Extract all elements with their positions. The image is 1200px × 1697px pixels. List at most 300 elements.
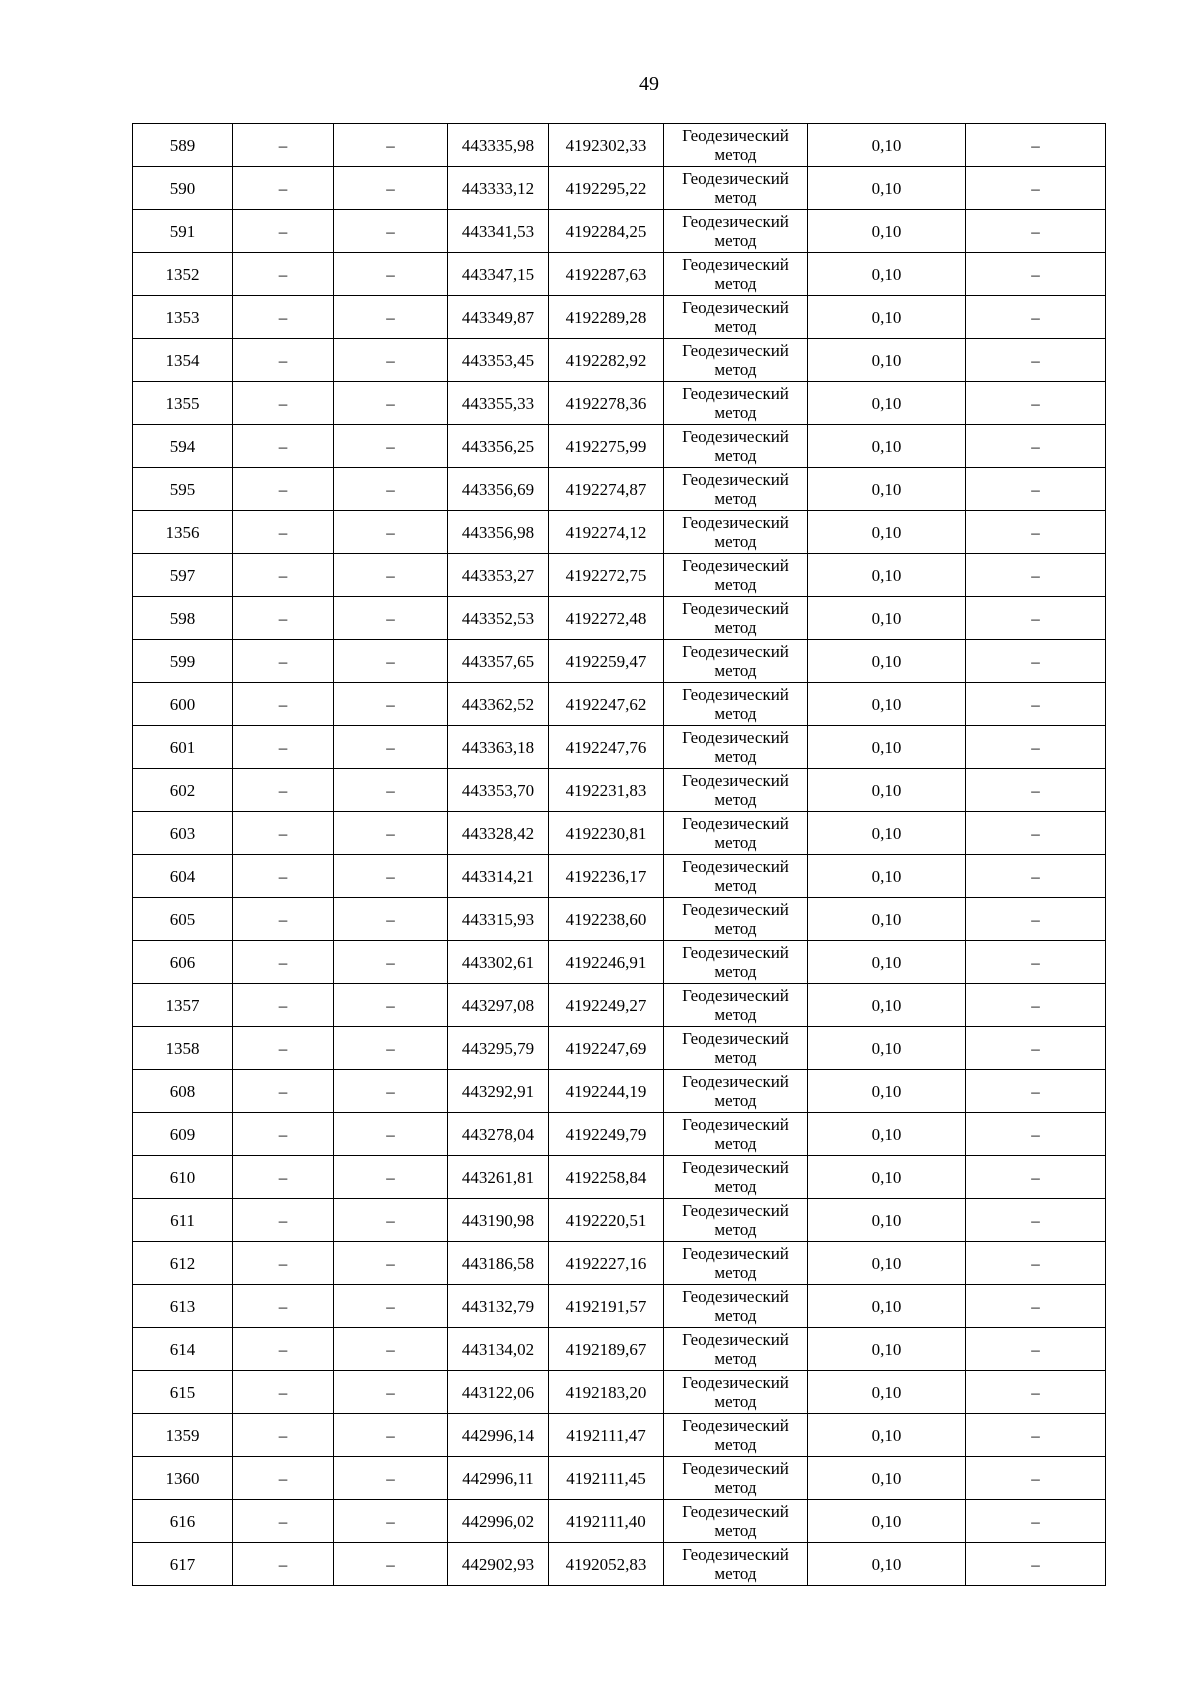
table-row	[133, 1457, 1106, 1500]
method-cell: Геодезический метод	[664, 253, 808, 296]
column-2-cell: –	[233, 1500, 334, 1543]
point-number-cell: 1360	[133, 1457, 233, 1500]
column-2-cell: –	[233, 425, 334, 468]
accuracy-cell: 0,10	[808, 1070, 966, 1113]
method-cell: Геодезический метод	[664, 1414, 808, 1457]
y-coordinate-cell: 4192220,51	[549, 1199, 664, 1242]
accuracy-cell: 0,10	[808, 1156, 966, 1199]
point-number-cell: 591	[133, 210, 233, 253]
point-number-cell: 610	[133, 1156, 233, 1199]
table-row	[133, 468, 1106, 511]
accuracy-cell: 0,10	[808, 726, 966, 769]
column-8-cell: –	[966, 597, 1106, 640]
y-coordinate-cell: 4192111,45	[549, 1457, 664, 1500]
point-number-cell: 597	[133, 554, 233, 597]
accuracy-cell: 0,10	[808, 296, 966, 339]
column-3-cell: –	[334, 769, 448, 812]
point-number-cell: 1359	[133, 1414, 233, 1457]
accuracy-cell: 0,10	[808, 855, 966, 898]
y-coordinate-cell: 4192258,84	[549, 1156, 664, 1199]
x-coordinate-cell: 443295,79	[448, 1027, 549, 1070]
point-number-cell: 1352	[133, 253, 233, 296]
x-coordinate-cell: 443353,45	[448, 339, 549, 382]
y-coordinate-cell: 4192189,67	[549, 1328, 664, 1371]
y-coordinate-cell: 4192284,25	[549, 210, 664, 253]
y-coordinate-cell: 4192111,40	[549, 1500, 664, 1543]
table-row	[133, 210, 1106, 253]
column-2-cell: –	[233, 855, 334, 898]
method-cell: Геодезический метод	[664, 468, 808, 511]
column-2-cell: –	[233, 468, 334, 511]
y-coordinate-cell: 4192295,22	[549, 167, 664, 210]
table-row	[133, 769, 1106, 812]
x-coordinate-cell: 443362,52	[448, 683, 549, 726]
column-3-cell: –	[334, 425, 448, 468]
y-coordinate-cell: 4192249,27	[549, 984, 664, 1027]
x-coordinate-cell: 443356,69	[448, 468, 549, 511]
method-cell: Геодезический метод	[664, 898, 808, 941]
x-coordinate-cell: 443315,93	[448, 898, 549, 941]
column-2-cell: –	[233, 124, 334, 167]
column-8-cell: –	[966, 683, 1106, 726]
method-cell: Геодезический метод	[664, 382, 808, 425]
x-coordinate-cell: 443355,33	[448, 382, 549, 425]
coordinates-table	[132, 123, 1106, 1586]
point-number-cell: 616	[133, 1500, 233, 1543]
x-coordinate-cell: 443349,87	[448, 296, 549, 339]
table-row	[133, 1199, 1106, 1242]
column-3-cell: –	[334, 1414, 448, 1457]
column-2-cell: –	[233, 640, 334, 683]
x-coordinate-cell: 443302,61	[448, 941, 549, 984]
point-number-cell: 611	[133, 1199, 233, 1242]
y-coordinate-cell: 4192183,20	[549, 1371, 664, 1414]
column-8-cell: –	[966, 1371, 1106, 1414]
point-number-cell: 606	[133, 941, 233, 984]
table-row	[133, 425, 1106, 468]
point-number-cell: 589	[133, 124, 233, 167]
table-row	[133, 941, 1106, 984]
method-cell: Геодезический метод	[664, 1156, 808, 1199]
table-row	[133, 597, 1106, 640]
y-coordinate-cell: 4192287,63	[549, 253, 664, 296]
accuracy-cell: 0,10	[808, 1328, 966, 1371]
column-8-cell: –	[966, 1500, 1106, 1543]
accuracy-cell: 0,10	[808, 554, 966, 597]
method-cell: Геодезический метод	[664, 339, 808, 382]
x-coordinate-cell: 442902,93	[448, 1543, 549, 1586]
point-number-cell: 614	[133, 1328, 233, 1371]
table-body	[133, 124, 1106, 1586]
method-cell: Геодезический метод	[664, 683, 808, 726]
x-coordinate-cell: 443352,53	[448, 597, 549, 640]
accuracy-cell: 0,10	[808, 812, 966, 855]
y-coordinate-cell: 4192272,48	[549, 597, 664, 640]
column-8-cell: –	[966, 296, 1106, 339]
column-3-cell: –	[334, 726, 448, 769]
column-8-cell: –	[966, 941, 1106, 984]
table-row	[133, 1328, 1106, 1371]
column-2-cell: –	[233, 1414, 334, 1457]
column-8-cell: –	[966, 898, 1106, 941]
column-2-cell: –	[233, 1457, 334, 1500]
y-coordinate-cell: 4192275,99	[549, 425, 664, 468]
accuracy-cell: 0,10	[808, 167, 966, 210]
column-2-cell: –	[233, 1156, 334, 1199]
y-coordinate-cell: 4192274,12	[549, 511, 664, 554]
method-cell: Геодезический метод	[664, 511, 808, 554]
method-cell: Геодезический метод	[664, 1328, 808, 1371]
table-row	[133, 511, 1106, 554]
column-8-cell: –	[966, 1543, 1106, 1586]
x-coordinate-cell: 443347,15	[448, 253, 549, 296]
y-coordinate-cell: 4192274,87	[549, 468, 664, 511]
column-8-cell: –	[966, 468, 1106, 511]
y-coordinate-cell: 4192236,17	[549, 855, 664, 898]
point-number-cell: 615	[133, 1371, 233, 1414]
accuracy-cell: 0,10	[808, 382, 966, 425]
column-2-cell: –	[233, 898, 334, 941]
accuracy-cell: 0,10	[808, 769, 966, 812]
table-row	[133, 683, 1106, 726]
table-row	[133, 1371, 1106, 1414]
x-coordinate-cell: 442996,14	[448, 1414, 549, 1457]
accuracy-cell: 0,10	[808, 1500, 966, 1543]
point-number-cell: 601	[133, 726, 233, 769]
x-coordinate-cell: 443356,98	[448, 511, 549, 554]
method-cell: Геодезический метод	[664, 769, 808, 812]
method-cell: Геодезический метод	[664, 124, 808, 167]
column-8-cell: –	[966, 1328, 1106, 1371]
accuracy-cell: 0,10	[808, 597, 966, 640]
accuracy-cell: 0,10	[808, 1027, 966, 1070]
accuracy-cell: 0,10	[808, 1285, 966, 1328]
column-8-cell: –	[966, 1156, 1106, 1199]
point-number-cell: 594	[133, 425, 233, 468]
column-2-cell: –	[233, 597, 334, 640]
table-row	[133, 726, 1106, 769]
column-3-cell: –	[334, 812, 448, 855]
column-8-cell: –	[966, 769, 1106, 812]
column-2-cell: –	[233, 210, 334, 253]
y-coordinate-cell: 4192249,79	[549, 1113, 664, 1156]
column-2-cell: –	[233, 812, 334, 855]
point-number-cell: 600	[133, 683, 233, 726]
column-8-cell: –	[966, 984, 1106, 1027]
column-3-cell: –	[334, 1199, 448, 1242]
x-coordinate-cell: 443353,70	[448, 769, 549, 812]
column-3-cell: –	[334, 382, 448, 425]
point-number-cell: 617	[133, 1543, 233, 1586]
x-coordinate-cell: 443335,98	[448, 124, 549, 167]
method-cell: Геодезический метод	[664, 296, 808, 339]
column-3-cell: –	[334, 554, 448, 597]
column-2-cell: –	[233, 1242, 334, 1285]
y-coordinate-cell: 4192247,62	[549, 683, 664, 726]
point-number-cell: 1357	[133, 984, 233, 1027]
x-coordinate-cell: 443134,02	[448, 1328, 549, 1371]
point-number-cell: 609	[133, 1113, 233, 1156]
x-coordinate-cell: 443190,98	[448, 1199, 549, 1242]
table-row	[133, 1156, 1106, 1199]
table-row	[133, 339, 1106, 382]
x-coordinate-cell: 443357,65	[448, 640, 549, 683]
column-3-cell: –	[334, 640, 448, 683]
x-coordinate-cell: 443333,12	[448, 167, 549, 210]
table-row	[133, 898, 1106, 941]
column-3-cell: –	[334, 597, 448, 640]
table-row	[133, 855, 1106, 898]
method-cell: Геодезический метод	[664, 812, 808, 855]
table-row	[133, 1500, 1106, 1543]
column-8-cell: –	[966, 554, 1106, 597]
point-number-cell: 590	[133, 167, 233, 210]
column-3-cell: –	[334, 1328, 448, 1371]
x-coordinate-cell: 443363,18	[448, 726, 549, 769]
column-8-cell: –	[966, 1457, 1106, 1500]
x-coordinate-cell: 443292,91	[448, 1070, 549, 1113]
point-number-cell: 1353	[133, 296, 233, 339]
column-3-cell: –	[334, 898, 448, 941]
accuracy-cell: 0,10	[808, 1457, 966, 1500]
column-8-cell: –	[966, 1285, 1106, 1328]
column-8-cell: –	[966, 382, 1106, 425]
column-2-cell: –	[233, 769, 334, 812]
column-2-cell: –	[233, 167, 334, 210]
accuracy-cell: 0,10	[808, 253, 966, 296]
method-cell: Геодезический метод	[664, 984, 808, 1027]
method-cell: Геодезический метод	[664, 1070, 808, 1113]
page-number: 49	[639, 73, 659, 95]
table-row	[133, 1113, 1106, 1156]
method-cell: Геодезический метод	[664, 554, 808, 597]
column-3-cell: –	[334, 210, 448, 253]
point-number-cell: 1355	[133, 382, 233, 425]
accuracy-cell: 0,10	[808, 640, 966, 683]
y-coordinate-cell: 4192272,75	[549, 554, 664, 597]
accuracy-cell: 0,10	[808, 1199, 966, 1242]
column-8-cell: –	[966, 1199, 1106, 1242]
column-2-cell: –	[233, 683, 334, 726]
method-cell: Геодезический метод	[664, 597, 808, 640]
x-coordinate-cell: 442996,11	[448, 1457, 549, 1500]
column-8-cell: –	[966, 640, 1106, 683]
method-cell: Геодезический метод	[664, 726, 808, 769]
x-coordinate-cell: 443132,79	[448, 1285, 549, 1328]
column-2-cell: –	[233, 1543, 334, 1586]
y-coordinate-cell: 4192230,81	[549, 812, 664, 855]
method-cell: Геодезический метод	[664, 1371, 808, 1414]
point-number-cell: 605	[133, 898, 233, 941]
y-coordinate-cell: 4192247,69	[549, 1027, 664, 1070]
method-cell: Геодезический метод	[664, 167, 808, 210]
table-row	[133, 1285, 1106, 1328]
column-2-cell: –	[233, 984, 334, 1027]
table-row	[133, 812, 1106, 855]
column-8-cell: –	[966, 812, 1106, 855]
table-row	[133, 167, 1106, 210]
column-8-cell: –	[966, 1113, 1106, 1156]
column-3-cell: –	[334, 1371, 448, 1414]
method-cell: Геодезический метод	[664, 1543, 808, 1586]
table-row	[133, 1070, 1106, 1113]
column-2-cell: –	[233, 1328, 334, 1371]
table-row	[133, 1027, 1106, 1070]
column-3-cell: –	[334, 124, 448, 167]
method-cell: Геодезический метод	[664, 855, 808, 898]
x-coordinate-cell: 443314,21	[448, 855, 549, 898]
y-coordinate-cell: 4192227,16	[549, 1242, 664, 1285]
column-2-cell: –	[233, 382, 334, 425]
method-cell: Геодезический метод	[664, 1199, 808, 1242]
point-number-cell: 595	[133, 468, 233, 511]
accuracy-cell: 0,10	[808, 898, 966, 941]
point-number-cell: 598	[133, 597, 233, 640]
accuracy-cell: 0,10	[808, 1371, 966, 1414]
column-8-cell: –	[966, 339, 1106, 382]
y-coordinate-cell: 4192052,83	[549, 1543, 664, 1586]
x-coordinate-cell: 443328,42	[448, 812, 549, 855]
table-row	[133, 640, 1106, 683]
column-8-cell: –	[966, 855, 1106, 898]
column-2-cell: –	[233, 339, 334, 382]
column-3-cell: –	[334, 167, 448, 210]
column-2-cell: –	[233, 511, 334, 554]
column-8-cell: –	[966, 1242, 1106, 1285]
point-number-cell: 603	[133, 812, 233, 855]
accuracy-cell: 0,10	[808, 210, 966, 253]
table-row	[133, 1414, 1106, 1457]
column-3-cell: –	[334, 1500, 448, 1543]
column-2-cell: –	[233, 1113, 334, 1156]
column-3-cell: –	[334, 1113, 448, 1156]
y-coordinate-cell: 4192259,47	[549, 640, 664, 683]
column-3-cell: –	[334, 468, 448, 511]
method-cell: Геодезический метод	[664, 425, 808, 468]
column-3-cell: –	[334, 296, 448, 339]
y-coordinate-cell: 4192246,91	[549, 941, 664, 984]
y-coordinate-cell: 4192302,33	[549, 124, 664, 167]
accuracy-cell: 0,10	[808, 468, 966, 511]
y-coordinate-cell: 4192238,60	[549, 898, 664, 941]
y-coordinate-cell: 4192289,28	[549, 296, 664, 339]
column-8-cell: –	[966, 167, 1106, 210]
y-coordinate-cell: 4192191,57	[549, 1285, 664, 1328]
point-number-cell: 1358	[133, 1027, 233, 1070]
column-8-cell: –	[966, 511, 1106, 554]
method-cell: Геодезический метод	[664, 1285, 808, 1328]
x-coordinate-cell: 443186,58	[448, 1242, 549, 1285]
y-coordinate-cell: 4192244,19	[549, 1070, 664, 1113]
table-row	[133, 296, 1106, 339]
x-coordinate-cell: 443122,06	[448, 1371, 549, 1414]
table-row	[133, 1242, 1106, 1285]
point-number-cell: 1356	[133, 511, 233, 554]
column-3-cell: –	[334, 1242, 448, 1285]
accuracy-cell: 0,10	[808, 339, 966, 382]
column-3-cell: –	[334, 1457, 448, 1500]
column-8-cell: –	[966, 1027, 1106, 1070]
column-8-cell: –	[966, 124, 1106, 167]
point-number-cell: 604	[133, 855, 233, 898]
x-coordinate-cell: 443341,53	[448, 210, 549, 253]
x-coordinate-cell: 443278,04	[448, 1113, 549, 1156]
y-coordinate-cell: 4192247,76	[549, 726, 664, 769]
column-2-cell: –	[233, 941, 334, 984]
column-3-cell: –	[334, 1285, 448, 1328]
column-3-cell: –	[334, 253, 448, 296]
column-8-cell: –	[966, 1414, 1106, 1457]
column-3-cell: –	[334, 511, 448, 554]
column-2-cell: –	[233, 1199, 334, 1242]
point-number-cell: 1354	[133, 339, 233, 382]
method-cell: Геодезический метод	[664, 1027, 808, 1070]
column-3-cell: –	[334, 1027, 448, 1070]
column-3-cell: –	[334, 683, 448, 726]
x-coordinate-cell: 443353,27	[448, 554, 549, 597]
accuracy-cell: 0,10	[808, 1113, 966, 1156]
table-row	[133, 1543, 1106, 1586]
y-coordinate-cell: 4192111,47	[549, 1414, 664, 1457]
column-2-cell: –	[233, 1285, 334, 1328]
method-cell: Геодезический метод	[664, 1457, 808, 1500]
point-number-cell: 608	[133, 1070, 233, 1113]
column-8-cell: –	[966, 425, 1106, 468]
point-number-cell: 602	[133, 769, 233, 812]
y-coordinate-cell: 4192282,92	[549, 339, 664, 382]
column-3-cell: –	[334, 855, 448, 898]
accuracy-cell: 0,10	[808, 1414, 966, 1457]
table-row	[133, 253, 1106, 296]
y-coordinate-cell: 4192231,83	[549, 769, 664, 812]
method-cell: Геодезический метод	[664, 640, 808, 683]
point-number-cell: 599	[133, 640, 233, 683]
column-2-cell: –	[233, 1371, 334, 1414]
column-2-cell: –	[233, 296, 334, 339]
method-cell: Геодезический метод	[664, 210, 808, 253]
column-3-cell: –	[334, 1070, 448, 1113]
column-3-cell: –	[334, 1156, 448, 1199]
accuracy-cell: 0,10	[808, 984, 966, 1027]
accuracy-cell: 0,10	[808, 511, 966, 554]
x-coordinate-cell: 443297,08	[448, 984, 549, 1027]
column-2-cell: –	[233, 1027, 334, 1070]
accuracy-cell: 0,10	[808, 124, 966, 167]
accuracy-cell: 0,10	[808, 941, 966, 984]
accuracy-cell: 0,10	[808, 1543, 966, 1586]
table-row	[133, 382, 1106, 425]
accuracy-cell: 0,10	[808, 1242, 966, 1285]
table-row	[133, 984, 1106, 1027]
column-2-cell: –	[233, 726, 334, 769]
column-8-cell: –	[966, 726, 1106, 769]
column-3-cell: –	[334, 1543, 448, 1586]
column-2-cell: –	[233, 253, 334, 296]
table-row	[133, 124, 1106, 167]
point-number-cell: 612	[133, 1242, 233, 1285]
point-number-cell: 613	[133, 1285, 233, 1328]
y-coordinate-cell: 4192278,36	[549, 382, 664, 425]
column-3-cell: –	[334, 339, 448, 382]
column-2-cell: –	[233, 1070, 334, 1113]
column-3-cell: –	[334, 984, 448, 1027]
accuracy-cell: 0,10	[808, 683, 966, 726]
table-row	[133, 554, 1106, 597]
column-3-cell: –	[334, 941, 448, 984]
method-cell: Геодезический метод	[664, 941, 808, 984]
x-coordinate-cell: 442996,02	[448, 1500, 549, 1543]
column-8-cell: –	[966, 210, 1106, 253]
